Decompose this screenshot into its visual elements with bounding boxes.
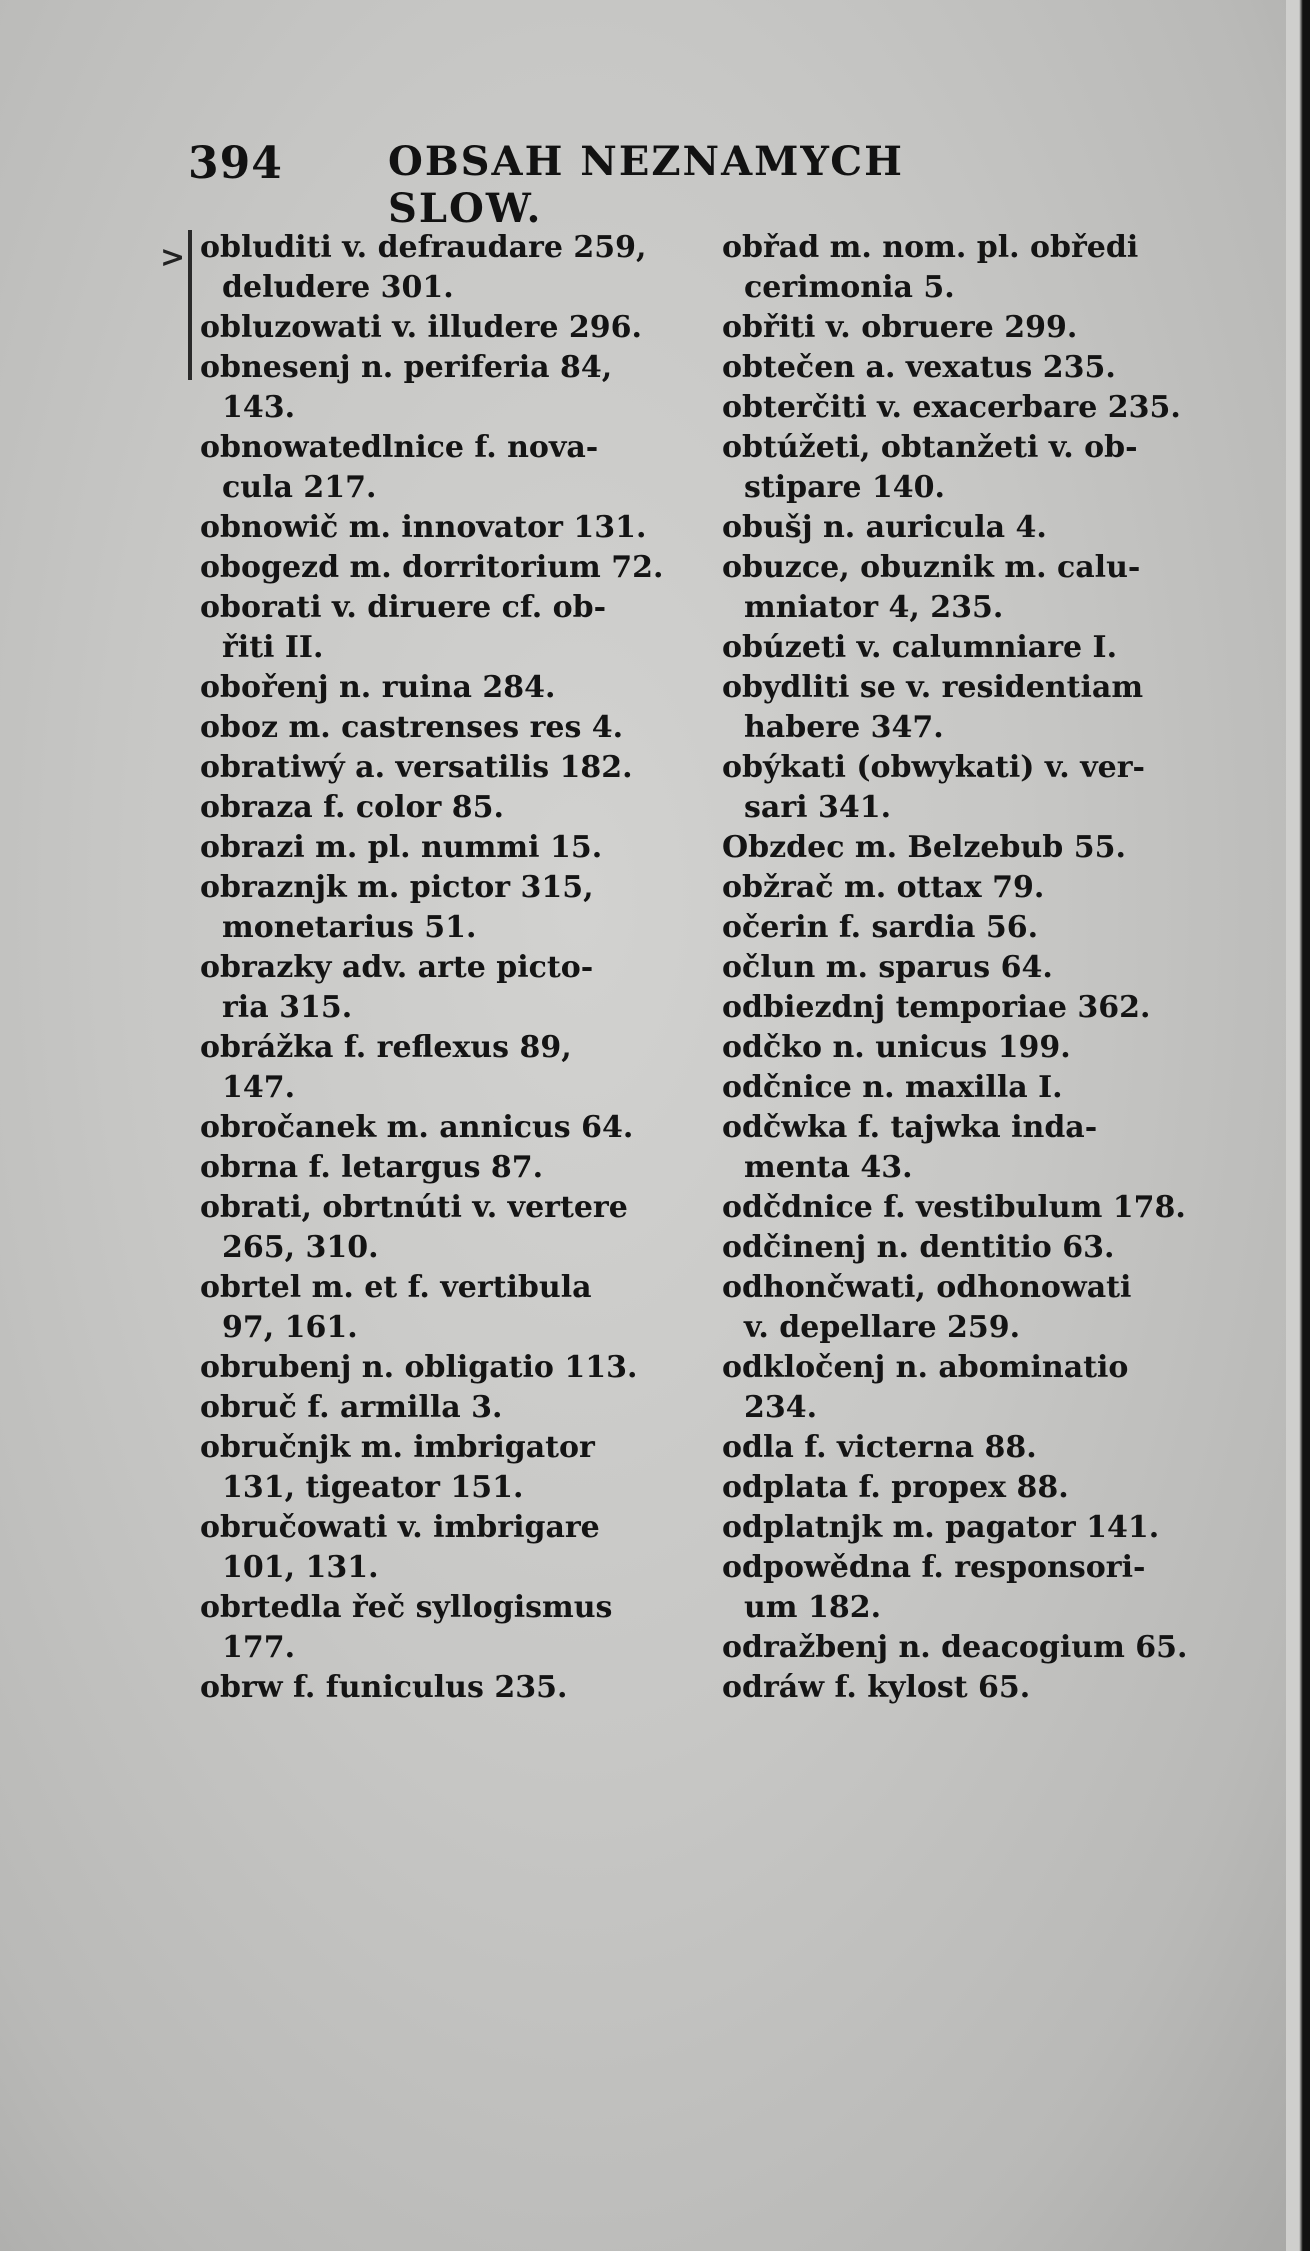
index-entry-line: mniator 4, 235.: [744, 590, 1004, 625]
index-entry-line: oboz m. castrenses res 4.: [200, 710, 624, 745]
index-entry-line: cerimonia 5.: [744, 270, 955, 305]
index-entry-line: obratiwý a. versatilis 182.: [200, 750, 633, 785]
page-number: 394: [188, 138, 283, 189]
index-entry-line: odráw f. kylost 65.: [722, 1670, 1031, 1705]
index-entry-line: odbiezdnj temporiae 362.: [722, 990, 1151, 1025]
index-entry-line: obraza f. color 85.: [200, 790, 504, 825]
right-column: [722, 228, 1232, 1708]
index-entry-line: obnowatedlnice f. nova-: [200, 430, 599, 465]
index-entry-line: obrazi m. pl. nummi 15.: [200, 830, 603, 865]
page-header: [188, 138, 1028, 232]
index-entry-line: obřad m. nom. pl. obředi: [722, 230, 1139, 265]
index-entry-line: v. depellare 259.: [744, 1310, 1021, 1345]
running-title: OBSAH NEZNAMYCH SLOW.: [388, 138, 904, 232]
index-entry-line: odplatnjk m. pagator 141.: [722, 1510, 1160, 1545]
index-entry-line: obrazky adv. arte picto-: [200, 950, 594, 985]
index-entry-line: odčinenj n. dentitio 63.: [722, 1230, 1115, 1265]
index-entry-line: Obzdec m. Belzebub 55.: [722, 830, 1126, 865]
index-entry-line: 147.: [222, 1070, 296, 1105]
index-entry-line: oborati v. diruere cf. ob-: [200, 590, 607, 625]
index-entry-line: obručnjk m. imbrigator: [200, 1430, 595, 1465]
page-edge: [1286, 0, 1310, 2251]
index-entry-line: 131, tigeator 151.: [222, 1470, 524, 1505]
index-entry-line: cula 217.: [222, 470, 377, 505]
index-entry-line: očerin f. sardia 56.: [722, 910, 1039, 945]
index-entry-line: obterčiti v. exacerbare 235.: [722, 390, 1181, 425]
index-entry-line: obogezd m. dorritorium 72.: [200, 550, 664, 585]
index-entry-line: obrážka f. reflexus 89,: [200, 1030, 572, 1065]
index-entry-line: 101, 131.: [222, 1550, 379, 1585]
index-entry-line: 234.: [744, 1390, 818, 1425]
index-entry-line: menta 43.: [744, 1150, 913, 1185]
index-entry-line: obluzowati v. illudere 296.: [200, 310, 642, 345]
index-entry-line: deludere 301.: [222, 270, 454, 305]
index-entry-line: obraznjk m. pictor 315,: [200, 870, 594, 905]
index-entry-line: obtečen a. vexatus 235.: [722, 350, 1116, 385]
index-entry-line: obořenj n. ruina 284.: [200, 670, 556, 705]
index-entry-line: obrubenj n. obligatio 113.: [200, 1350, 638, 1385]
index-entry-line: 97, 161.: [222, 1310, 358, 1345]
index-entry-line: um 182.: [744, 1590, 882, 1625]
index-entry-line: sari 341.: [744, 790, 892, 825]
index-entry-line: odhončwati, odhonowati: [722, 1270, 1132, 1305]
index-entry-line: 177.: [222, 1630, 296, 1665]
index-entry-line: obruč f. armilla 3.: [200, 1390, 503, 1425]
index-entry-line: odčnice n. maxilla I.: [722, 1070, 1063, 1105]
index-entry-line: odpowědna f. responsori-: [722, 1550, 1146, 1585]
index-entry-line: 143.: [222, 390, 296, 425]
index-entry-line: obnowič m. innovator 131.: [200, 510, 647, 545]
left-column: [200, 228, 710, 1708]
index-entry-line: odčko n. unicus 199.: [722, 1030, 1071, 1065]
index-entry-line: monetarius 51.: [222, 910, 477, 945]
index-entry-line: obuzce, obuznik m. calu-: [722, 550, 1141, 585]
index-entry-line: odla f. victerna 88.: [722, 1430, 1037, 1465]
index-entry-line: 265, 310.: [222, 1230, 379, 1265]
index-entry-line: odplata f. propex 88.: [722, 1470, 1069, 1505]
index-entry-line: očlun m. sparus 64.: [722, 950, 1053, 985]
index-entry-line: stipare 140.: [744, 470, 945, 505]
index-entry-line: obnesenj n. periferia 84,: [200, 350, 613, 385]
index-entry-line: obúzeti v. calumniare I.: [722, 630, 1118, 665]
index-entry-line: obručowati v. imbrigare: [200, 1510, 600, 1545]
index-entry-line: řiti II.: [222, 630, 324, 665]
index-entry-line: habere 347.: [744, 710, 944, 745]
index-entry-line: obrtel m. et f. vertibula: [200, 1270, 592, 1305]
index-entry-line: obžrač m. ottax 79.: [722, 870, 1045, 905]
index-entry-line: obluditi v. defraudare 259,: [200, 230, 647, 265]
index-entry-line: odražbenj n. deacogium 65.: [722, 1630, 1188, 1665]
index-entry-line: odčdnice f. vestibulum 178.: [722, 1190, 1186, 1225]
index-entry-line: odčwka f. tajwka inda-: [722, 1110, 1098, 1145]
margin-arrow-mark: >: [160, 240, 186, 275]
index-entry-line: obušj n. auricula 4.: [722, 510, 1047, 545]
index-entry-line: obrati, obrtnúti v. vertere: [200, 1190, 628, 1225]
index-entry-line: obročanek m. annicus 64.: [200, 1110, 634, 1145]
index-entry-line: obýkati (obwykati) v. ver-: [722, 750, 1145, 785]
index-entry-line: obtúžeti, obtanžeti v. ob-: [722, 430, 1138, 465]
index-entry-line: obydliti se v. residentiam: [722, 670, 1144, 705]
index-entry-line: obrw f. funiculus 235.: [200, 1670, 568, 1705]
index-entry-line: obrtedla řeč syllogismus: [200, 1590, 613, 1625]
index-entry-line: ria 315.: [222, 990, 353, 1025]
margin-bar: [188, 230, 192, 380]
index-entry-line: obřiti v. obruere 299.: [722, 310, 1078, 345]
index-entry-line: odkločenj n. abominatio: [722, 1350, 1129, 1385]
index-entry-line: obrna f. letargus 87.: [200, 1150, 544, 1185]
